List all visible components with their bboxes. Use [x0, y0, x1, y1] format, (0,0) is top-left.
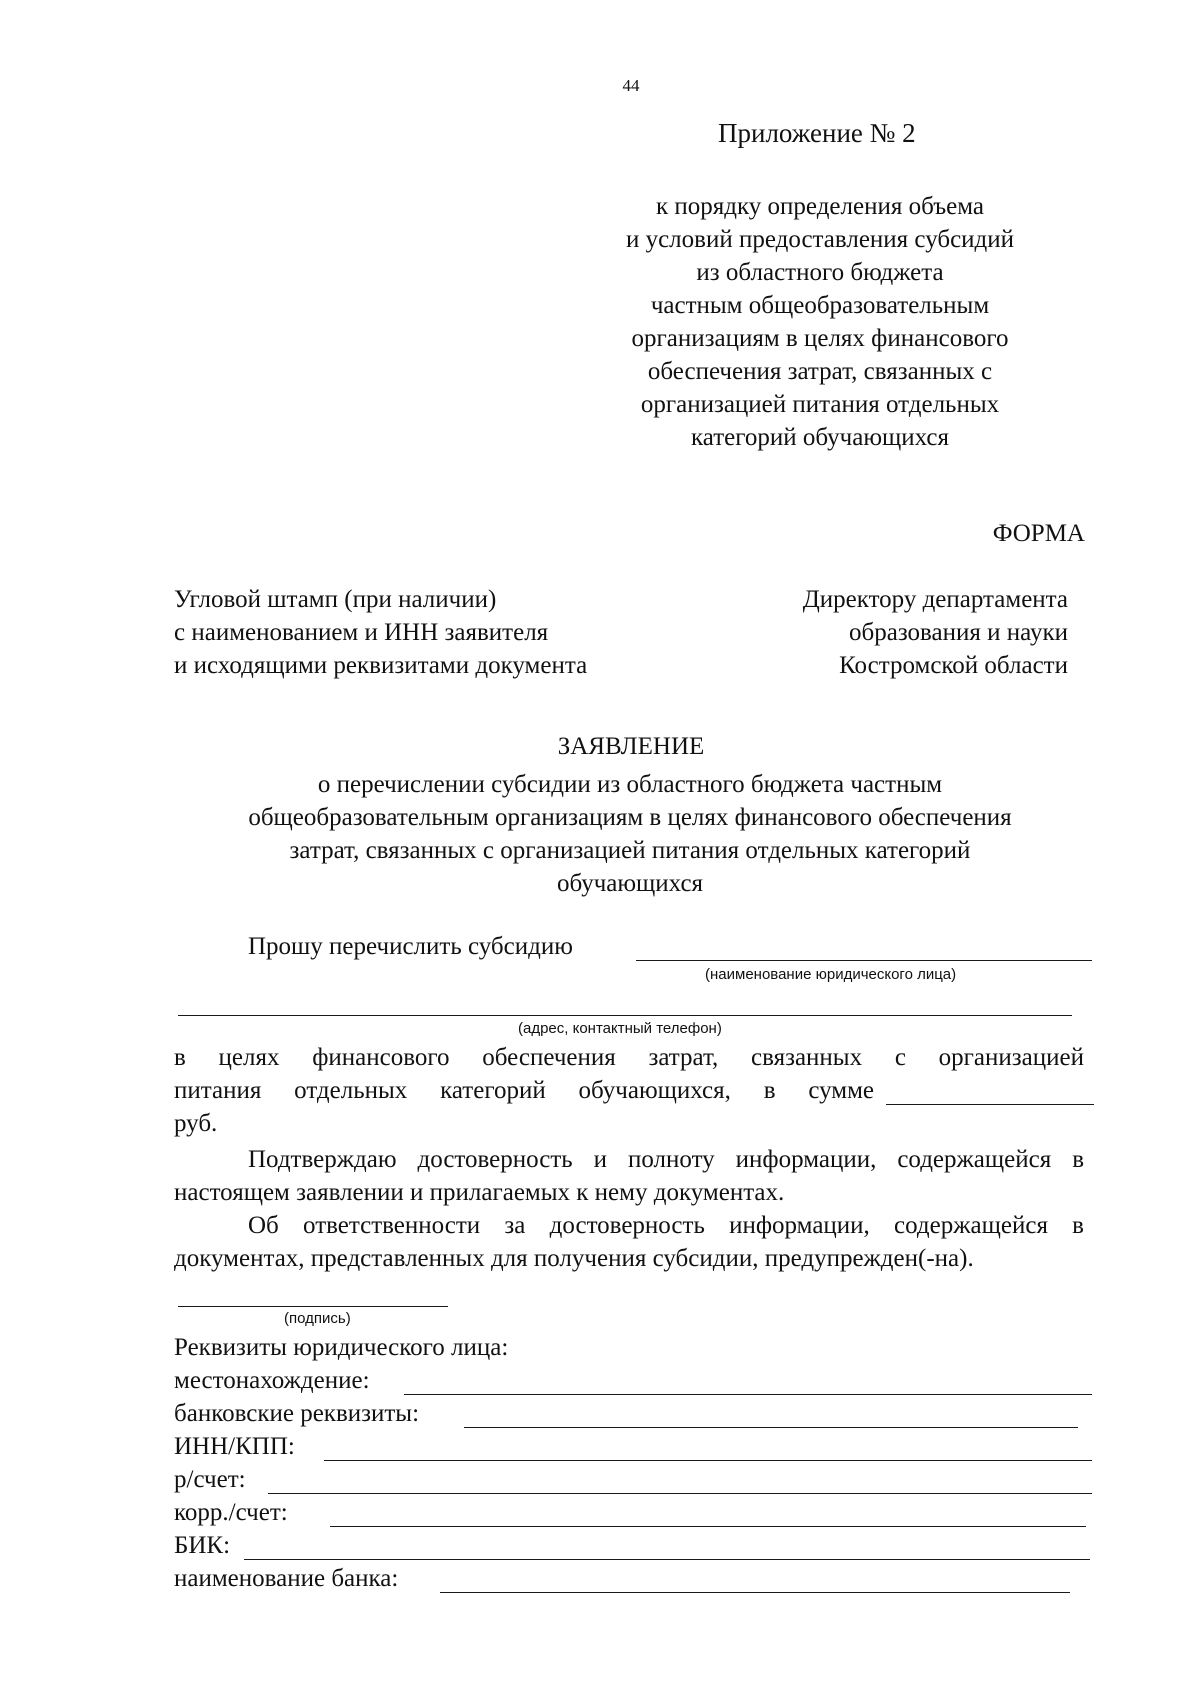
- appendix-line: частным общеобразовательным: [650, 292, 990, 319]
- location-field[interactable]: [404, 1394, 1092, 1395]
- document-title: ЗАЯВЛЕНИЕ: [557, 733, 705, 760]
- appendix-line: обеспечения затрат, связанных с: [647, 358, 993, 385]
- corr-account-label: корр./счет:: [174, 1499, 288, 1526]
- amount-field[interactable]: [886, 1104, 1094, 1105]
- signature-hint: (подпись): [284, 1310, 351, 1327]
- document-subtitle: [180, 768, 1080, 900]
- appendix-title: Приложение № 2: [718, 118, 916, 148]
- addressee-line: Директору департамента: [802, 586, 1068, 613]
- account-label: р/счет:: [174, 1466, 246, 1493]
- form-label: ФОРМА: [992, 520, 1085, 547]
- purpose-text-2: питания отдельных категорий обучающихся, в сумме: [174, 1077, 874, 1104]
- inn-kpp-field[interactable]: [324, 1460, 1092, 1461]
- bank-details-field[interactable]: [464, 1427, 1078, 1428]
- appendix-line: категорий обучающихся: [691, 424, 949, 451]
- entity-name-hint: (наименование юридического лица): [705, 966, 957, 983]
- subtitle-line: затрат, связанных с организацией питания отдельных категорий: [289, 837, 971, 864]
- appendix-line: организациям в целях финансового: [631, 325, 1009, 352]
- currency-label: руб.: [174, 1110, 218, 1137]
- subtitle-line: о перечислении субсидии из областного бюджета частным: [317, 771, 943, 798]
- request-intro: Прошу перечислить субсидию: [248, 933, 573, 960]
- signature-field[interactable]: [178, 1306, 448, 1307]
- confirm-paragraph: Подтверждаю достоверность и полноту информации, содержащейся в настоящем заявлении и прилагаемых к нему документах.: [174, 1146, 1084, 1206]
- appendix-line: из областного бюджета: [696, 259, 944, 286]
- appendix-description: [560, 190, 1080, 454]
- page-number: 44: [622, 76, 640, 95]
- purpose-text-1: в целях финансового обеспечения затрат, связанных с организацией: [174, 1044, 1084, 1071]
- stamp-line: Угловой штамп (при наличии): [174, 586, 497, 613]
- location-label: местонахождение:: [174, 1367, 370, 1394]
- address-phone-field[interactable]: [178, 1015, 1072, 1016]
- subtitle-line: общеобразовательным организациям в целях финансового обеспечения: [248, 804, 1012, 831]
- bank-name-field[interactable]: [440, 1592, 1070, 1593]
- account-field[interactable]: [268, 1493, 1092, 1494]
- bik-field[interactable]: [244, 1559, 1090, 1560]
- address-phone-hint: (адрес, контактный телефон): [518, 1020, 722, 1037]
- addressee-line: Костромской области: [839, 652, 1068, 679]
- addressee-block: [760, 583, 1068, 682]
- requisites-heading: Реквизиты юридического лица:: [174, 1334, 509, 1361]
- responsibility-paragraph: Об ответственности за достоверность информации, содержащейся в документах, представленных для получения субсидии, предупрежден(-на).: [174, 1212, 1084, 1272]
- entity-name-field[interactable]: [636, 960, 1092, 961]
- appendix-line: и условий предоставления субсидий: [625, 226, 1015, 253]
- stamp-line: с наименованием и ИНН заявителя: [174, 619, 549, 646]
- inn-kpp-label: ИНН/КПП:: [174, 1433, 295, 1460]
- appendix-line: организацией питания отдельных: [640, 391, 1000, 418]
- bank-name-label: наименование банка:: [174, 1565, 399, 1592]
- corner-stamp-block: [174, 583, 587, 682]
- bik-label: БИК:: [174, 1532, 231, 1559]
- stamp-line: и исходящими реквизитами документа: [174, 652, 588, 679]
- subtitle-line: обучающихся: [556, 870, 704, 897]
- corr-account-field[interactable]: [330, 1526, 1086, 1527]
- purpose-line-1: [174, 1044, 1084, 1072]
- bank-details-label: банковские реквизиты:: [174, 1400, 420, 1427]
- appendix-line: к порядку определения объема: [656, 193, 984, 220]
- addressee-line: образования и науки: [849, 619, 1068, 646]
